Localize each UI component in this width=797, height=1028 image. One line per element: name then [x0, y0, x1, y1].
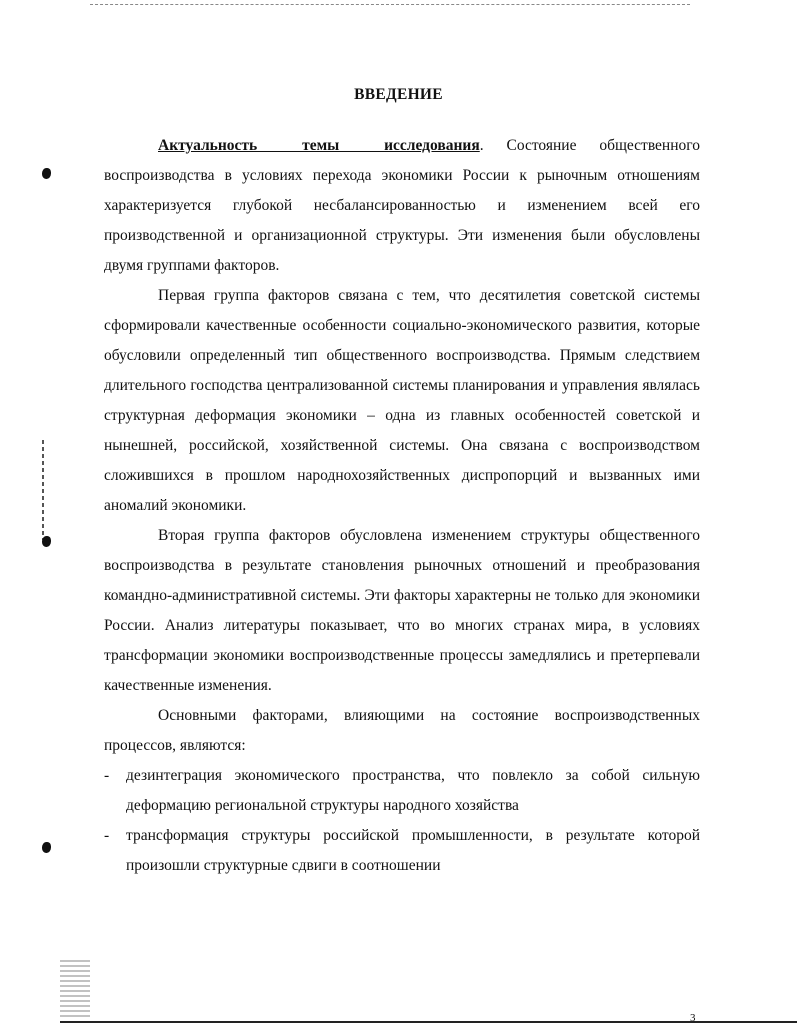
paragraph-second-group: Вторая группа факторов обусловлена изменением структуры общественного воспроизводства в результате становления рыночных отношений и преобразования командно-административной системы. Эти факторы характерны не только для экономики России. Анализ литературы показывает, что во многих странах мира, в условиях трансформации экономики воспроизводственные процессы замедлялись и претерпевали качественные изменения. [104, 527, 700, 694]
punch-hole-mark [42, 536, 51, 547]
list-item-text: трансформация структуры российской промышленности, в результате которой произошли структурные сдвиги в соотношении [126, 827, 700, 874]
body-text [104, 131, 700, 881]
paragraph-main-factors: Основными факторами, влияющими на состояние воспроизводственных процессов, являются: [104, 707, 700, 754]
scan-artifact-bottom [60, 1021, 797, 1023]
factors-list [104, 761, 700, 881]
list-item [104, 761, 700, 821]
punch-hole-mark [42, 842, 51, 853]
page-title: ВВЕДЕНИЕ [354, 86, 443, 103]
list-marker: - [104, 767, 110, 784]
list-item [104, 821, 700, 881]
scan-binding-strip-bottom [60, 960, 90, 1020]
intro-paragraph [104, 131, 700, 281]
scan-binding-strip [42, 440, 44, 540]
paragraph-first-group: Первая группа факторов связана с тем, что десятилетия советской системы сформировали качественные особенности социально-экономического развития, которые обусловили определенный тип общественного воспроизводства. Прямым следствием длительного господства централизованной системы планирования и управления являлась структурная деформация экономики – одна из главных особенностей советской и нынешней, российской, хозяйственной системы. Она связана с воспроизводством сложившихся в прошлом народнохозяйственных диспропорций и вызванных ими аномалий экономики. [104, 287, 700, 514]
scan-artifact-top [90, 4, 690, 6]
intro-text: . Состояние общественного воспроизводства в условиях перехода экономики России к рыночным отношениям характеризуется глубокой несбалансированностью и изменением всей его производственной и организационной структуры. Эти изменения были обусловлены двумя группами факторов. [104, 137, 700, 274]
list-item-text: дезинтеграция экономического пространства, что повлекло за собой сильную деформацию региональной структуры народного хозяйства [126, 767, 700, 814]
page-number: 3 [690, 1012, 696, 1024]
list-marker: - [104, 827, 110, 844]
punch-hole-mark [42, 168, 51, 179]
intro-emphasis: Актуальность темы исследования [158, 137, 480, 154]
